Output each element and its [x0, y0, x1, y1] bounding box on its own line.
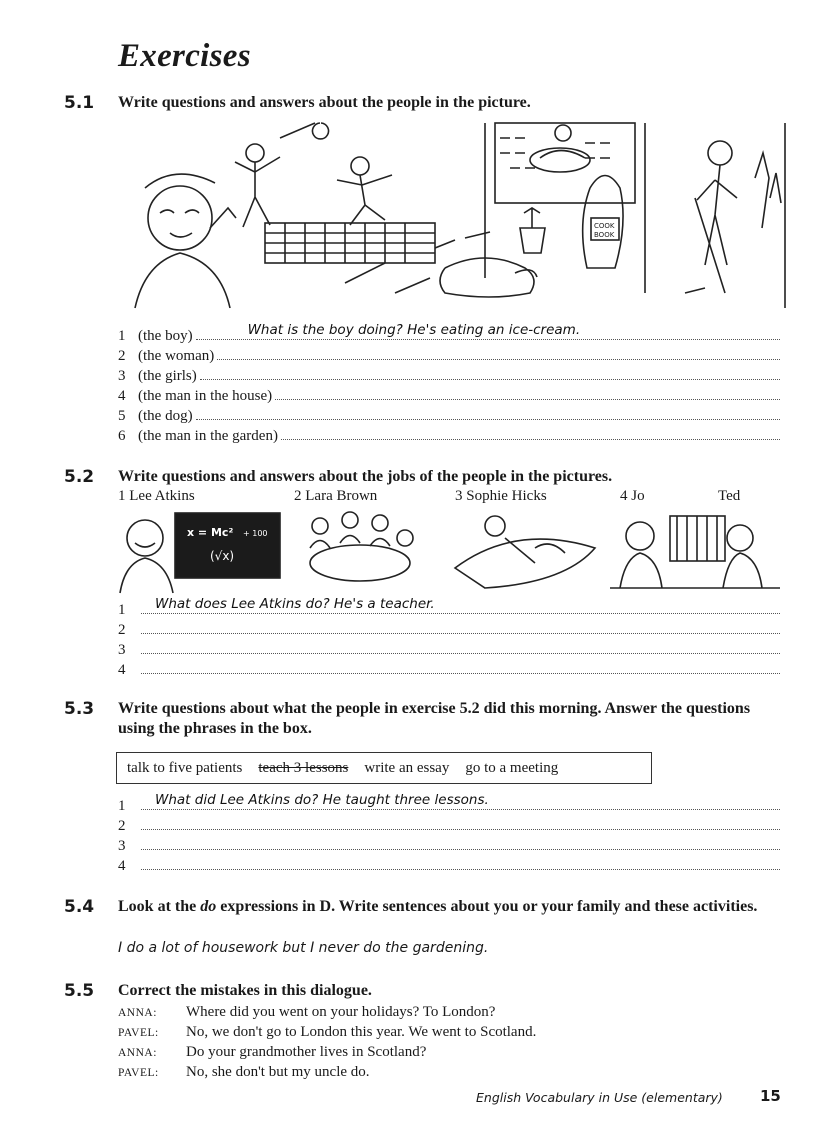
exercise-instruction: Correct the mistakes in this dialogue.: [118, 982, 372, 999]
exercise-instruction: Write questions and answers about the jobs of the people in the pictures.: [118, 468, 613, 485]
name-label: 2 Lara Brown: [294, 488, 378, 504]
answer-field[interactable]: [141, 837, 780, 850]
dialogue-line: ANNA: Do your grandmother lives in Scotland?: [118, 1044, 427, 1060]
page-title: Exercises: [118, 38, 251, 74]
svg-text:BOOK: BOOK: [594, 231, 615, 239]
cook-book-label: COOK: [594, 222, 615, 230]
exercise-instruction: Write questions about what the people in exercise 5.2 did this morning. Answer the questions using the phrases in the box.: [118, 700, 751, 737]
blackboard-text: x = Mc²: [187, 526, 234, 539]
answer-field[interactable]: [141, 661, 780, 674]
dialogue-line: ANNA: Where did you went on your holidays? To London?: [118, 1004, 496, 1020]
answer-text: What does Lee Atkins do? He's a teacher.: [155, 596, 435, 612]
exercise-number: 5.4: [64, 897, 95, 917]
ex52-line: 3: [118, 641, 780, 660]
ex53-line: 3: [118, 837, 780, 856]
answer-field[interactable]: [141, 817, 780, 830]
ex51-line: 4 (the man in the house): [118, 387, 780, 406]
ex52-line: 1 What does Lee Atkins do? He's a teacher.: [118, 601, 780, 620]
ex51-line: 3 (the girls): [118, 367, 780, 386]
phrase: talk to five patients: [127, 759, 243, 776]
exercise-number: 5.3: [64, 699, 95, 719]
exercise-instruction: Look at the do expressions in D. Write sentences about you or your family and these activities.: [118, 898, 758, 915]
name-label: 3 Sophie Hicks: [455, 488, 547, 504]
name-label: 4 Jo: [620, 488, 645, 504]
dialogue: [118, 1003, 536, 1083]
ex53-line: 4: [118, 857, 780, 876]
answer-field[interactable]: [141, 621, 780, 634]
phrase-box: [116, 752, 652, 784]
ex53-line: 1 What did Lee Atkins do? He taught three lessons.: [118, 797, 780, 816]
exercise-instruction: Write questions and answers about the people in the picture.: [118, 94, 531, 111]
book-title: English Vocabulary in Use (elementary): [476, 1090, 723, 1105]
ex51-line: 2 (the woman): [118, 347, 780, 366]
answer-field[interactable]: [141, 857, 780, 870]
blackboard-text: + 100: [243, 529, 268, 538]
name-label: 1 Lee Atkins: [118, 488, 195, 504]
answer-text: What did Lee Atkins do? He taught three lessons.: [155, 792, 489, 808]
ex51-line: 1 (the boy) What is the boy doing? He's eating an ice-cream.: [118, 327, 780, 346]
ex51-line: 5 (the dog): [118, 407, 780, 426]
answer-text: What is the boy doing? He's eating an ice-cream.: [247, 322, 581, 338]
answer-field[interactable]: [200, 367, 780, 380]
dialogue-line: PAVEL: No, we don't go to London this year. We went to Scotland.: [118, 1024, 537, 1040]
name-label: Ted: [718, 488, 741, 504]
page-number: 15: [760, 1087, 781, 1105]
ex52-line: 4: [118, 661, 780, 680]
ex53-line: 2: [118, 817, 780, 836]
exercise-illustration: [115, 118, 790, 313]
answer-field[interactable]: [141, 641, 780, 654]
ex51-line: 6 (the man in the garden): [118, 427, 780, 446]
exercise-number: 5.2: [64, 467, 95, 487]
phrase-crossed-out: teach 3 lessons: [258, 759, 349, 776]
answer-field[interactable]: [196, 407, 780, 420]
example-sentence: I do a lot of housework but I never do the gardening.: [118, 940, 489, 956]
phrase: write an essay: [364, 759, 450, 776]
jobs-illustration: [115, 508, 785, 596]
answer-field[interactable]: [275, 387, 780, 400]
ex52-line: 2: [118, 621, 780, 640]
answer-field[interactable]: [141, 792, 780, 810]
phrase: go to a meeting: [465, 759, 559, 776]
exercise-number: 5.5: [64, 981, 95, 1001]
job-names-row: [118, 488, 778, 508]
answer-field[interactable]: [217, 347, 780, 360]
dialogue-line: PAVEL: No, she don't but my uncle do.: [118, 1064, 370, 1080]
answer-field[interactable]: [281, 427, 780, 440]
answer-field[interactable]: [141, 596, 780, 614]
blackboard-text: (√x): [210, 549, 235, 563]
exercise-number: 5.1: [64, 93, 95, 113]
